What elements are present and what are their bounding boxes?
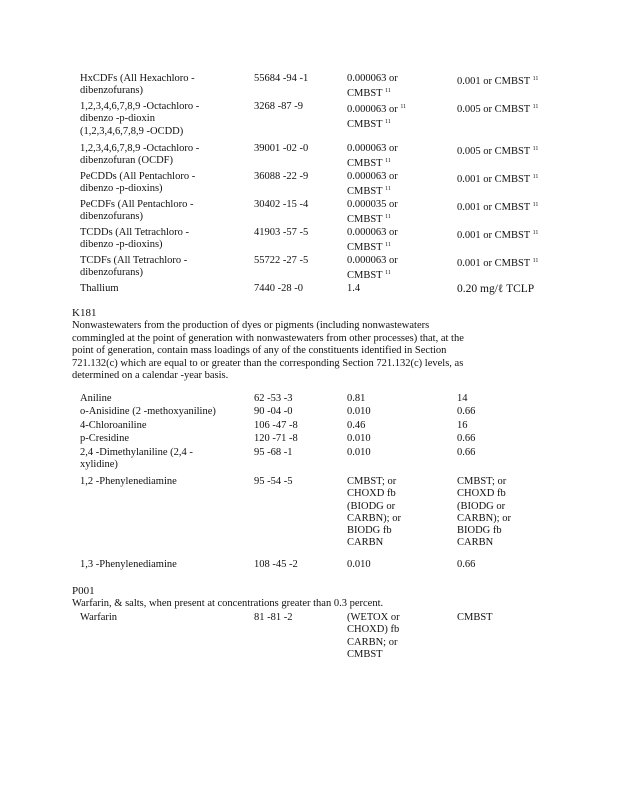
wastewater-standard: 0.66 (457, 433, 476, 444)
cas-number: 36088 -22 -9 (254, 171, 309, 182)
nonwastewater-standard: 0.81 (347, 393, 366, 404)
wastewater-standard: 0.001 or CMBST $^{11}$ (457, 202, 539, 213)
cas-number: 39001 -02 -0 (254, 143, 309, 154)
nonwastewater-standard: 0.000063 or $^{11}$ CMBST $^{11}$ (347, 104, 407, 131)
constituent-name: Aniline (80, 393, 112, 404)
constituent-name: 4-Chloroaniline (80, 420, 147, 431)
cas-number: 55722 -27 -5 (254, 255, 309, 266)
nonwastewater-standard: 0.000063 or CMBST $^{11}$ (347, 255, 398, 282)
constituent-name: p-Cresidine (80, 433, 129, 444)
nonwastewater-standard: 0.000063 or CMBST $^{11}$ (347, 143, 398, 170)
nonwastewater-standard: 0.000063 or CMBST $^{11}$ (347, 171, 398, 198)
waste-code: K181 (72, 307, 97, 319)
wastewater-standard: 0.66 (457, 447, 476, 458)
cas-number: 7440 -28 -0 (254, 283, 303, 294)
nonwastewater-standard: (WETOX or CHOXD) fb CARBN; or CMBST (347, 612, 400, 660)
constituent-name: 2,4 -Dimethylaniline (2,4 - xylidine) (80, 447, 193, 471)
cas-number: 95 -68 -1 (254, 447, 293, 458)
wastewater-standard: CMBST; or CHOXD fb (BIODG or CARBN); or BIODG fb CARBN (457, 476, 511, 549)
nonwastewater-standard: 0.46 (347, 420, 366, 431)
wastewater-standard: 0.001 or CMBST $^{11}$ (457, 174, 539, 185)
constituent-name: TCDDs (All Tetrachloro - dibenzo -p-dioxins) (80, 227, 190, 251)
cas-number: 3268 -87 -9 (254, 101, 303, 112)
cas-number: 106 -47 -8 (254, 420, 298, 431)
nonwastewater-standard: 1.4 (347, 283, 361, 294)
constituent-name: 1,2,3,4,6,7,8,9 -Octachloro - dibenzo -p-dioxin (1,2,3,4,6,7,8,9 -OCDD) (80, 101, 200, 137)
wastewater-standard: 0.66 (457, 559, 476, 570)
wastewater-standard: 0.001 or CMBST $^{11}$ (457, 230, 539, 241)
waste-description: Warfarin, & salts, when present at concentrations greater than 0.3 percent. (72, 598, 384, 609)
constituent-name: Warfarin (80, 612, 118, 623)
wastewater-standard: 0.20 mg/ℓ TCLP (457, 283, 535, 295)
wastewater-standard: 14 (457, 393, 468, 404)
wastewater-standard: 0.001 or CMBST $^{11}$ (457, 76, 539, 87)
nonwastewater-standard: 0.010 (347, 447, 371, 458)
cas-number: 81 -81 -2 (254, 612, 293, 623)
constituent-name: 1,3 -Phenylenediamine (80, 559, 177, 570)
cas-number: 120 -71 -8 (254, 433, 298, 444)
cas-number: 90 -04 -0 (254, 406, 293, 417)
nonwastewater-standard: 0.010 (347, 433, 371, 444)
nonwastewater-standard: CMBST; or CHOXD fb (BIODG or CARBN); or BIODG fb CARBN (347, 476, 401, 549)
cas-number: 95 -54 -5 (254, 476, 293, 487)
cas-number: 30402 -15 -4 (254, 199, 309, 210)
cas-number: 108 -45 -2 (254, 559, 298, 570)
cas-number: 41903 -57 -5 (254, 227, 309, 238)
constituent-name: 1,2 -Phenylenediamine (80, 476, 177, 487)
constituent-name: 1,2,3,4,6,7,8,9 -Octachloro - dibenzofuran (OCDF) (80, 143, 200, 167)
waste-description: Nonwastewaters from the production of dyes or pigments (including nonwastewaters commingled at the point of generation with nonwastewaters from other processes) that, at the point of generation, contain mass loadings of any of the constituents identified in Section 721.132(c) which are equal to or greater than the corresponding Section 721.132(c) levels, as determined on a calendar -year basis. (72, 320, 464, 381)
constituent-name: PeCDFs (All Pentachloro - dibenzofurans) (80, 199, 194, 223)
wastewater-standard: 0.001 or CMBST $^{11}$ (457, 258, 539, 269)
waste-code: P001 (72, 585, 95, 597)
nonwastewater-standard: 0.000063 or CMBST $^{11}$ (347, 227, 398, 254)
wastewater-standard: 16 (457, 420, 468, 431)
constituent-name: PeCDDs (All Pentachloro - dibenzo -p-dioxins) (80, 171, 196, 195)
wastewater-standard: 0.66 (457, 406, 476, 417)
nonwastewater-standard: 0.010 (347, 559, 371, 570)
wastewater-standard: 0.005 or CMBST $^{11}$ (457, 146, 539, 157)
cas-number: 62 -53 -3 (254, 393, 293, 404)
wastewater-standard: CMBST (457, 612, 493, 623)
constituent-name: TCDFs (All Tetrachloro - dibenzofurans) (80, 255, 188, 279)
constituent-name: HxCDFs (All Hexachloro - dibenzofurans) (80, 73, 195, 97)
nonwastewater-standard: 0.000035 or CMBST $^{11}$ (347, 199, 398, 226)
nonwastewater-standard: 0.010 (347, 406, 371, 417)
constituent-name: o-Anisidine (2 -methoxyaniline) (80, 406, 216, 417)
cas-number: 55684 -94 -1 (254, 73, 309, 84)
constituent-name: Thallium (80, 283, 119, 294)
wastewater-standard: 0.005 or CMBST $^{11}$ (457, 104, 539, 115)
nonwastewater-standard: 0.000063 or CMBST $^{11}$ (347, 73, 398, 100)
